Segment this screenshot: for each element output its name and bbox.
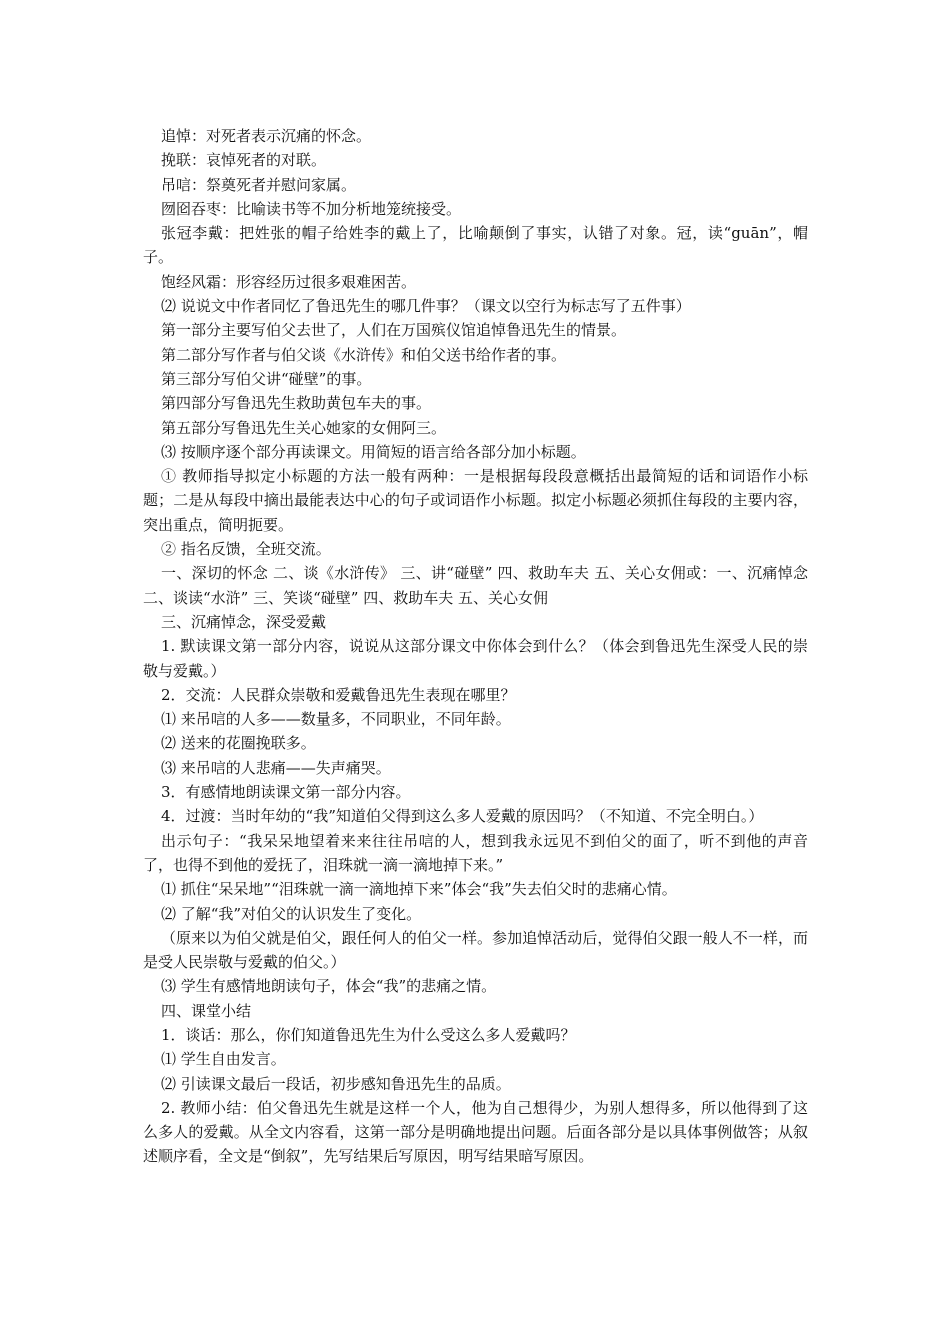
paragraph: 第一部分主要写伯父去世了，人们在万国殡仪馆追悼鲁迅先生的情景。	[161, 321, 627, 340]
paragraph: ② 指名反馈，全班交流。	[161, 540, 331, 559]
paragraph: （原来以为伯父就是伯父，跟任何人的伯父一样。参加追悼活动后，觉得伯父跟一般人不一样，而是受人民崇敬与爱戴的伯父。）	[143, 928, 808, 972]
paragraph: ⑴ 学生自由发言。	[161, 1050, 286, 1069]
paragraph: 第二部分写作者与伯父谈《水浒传》和伯父送书给作者的事。	[161, 345, 567, 364]
document-body	[143, 124, 808, 1169]
section-heading: 四、课堂小结	[161, 1001, 252, 1020]
paragraph: 饱经风霜：形容经历过很多艰难困苦。	[161, 272, 417, 291]
paragraph: ⑵ 送来的花圈挽联多。	[161, 734, 316, 753]
paragraph: ⑴ 来吊唁的人多——数量多，不同职业，不同年龄。	[161, 710, 511, 729]
paragraph: ⑴ 抓住“呆呆地”“泪珠就一滴一滴地掉下来”体会“我”失去伯父时的悲痛心情。	[161, 880, 677, 899]
paragraph: 张冠李戴：把姓张的帽子给姓李的戴上了，比喻颠倒了事实，认错了对象。冠，读“guān”，帽子。	[143, 224, 808, 267]
paragraph: 挽联：哀悼死者的对联。	[161, 151, 327, 170]
paragraph: 第四部分写鲁迅先生救助黄包车夫的事。	[161, 394, 432, 413]
paragraph: ⑶ 来吊唁的人悲痛——失声痛哭。	[161, 758, 391, 777]
paragraph: 3．有感情地朗读课文第一部分内容。	[161, 783, 411, 802]
paragraph: ⑵ 说说文中作者同忆了鲁迅先生的哪几件事？（课文以空行为标志写了五件事）	[161, 297, 691, 316]
paragraph: 第三部分写伯父讲“碰壁”的事。	[161, 369, 372, 388]
paragraph: 吊唁：祭奠死者并慰问家属。	[161, 175, 357, 194]
paragraph: ① 教师指导拟定小标题的方法一般有两种：一是根据每段段意概括出最简短的话和词语作小标题；二是从每段中摘出最能表达中心的句子或词语作小标题。拟定小标题必须抓住每段的主要内容，突出重点，简明扼要。	[143, 467, 808, 534]
paragraph: ⑶ 学生有感情地朗读句子，体会“我”的悲痛之情。	[161, 977, 497, 996]
paragraph: 4．过渡：当时年幼的“我”知道伯父得到这么多人爱戴的原因吗？（不知道、不完全明白。）	[161, 807, 764, 826]
paragraph: ⑶ 按顺序逐个部分再读课文。用简短的语言给各部分加小标题。	[161, 442, 586, 461]
paragraph: 2. 教师小结：伯父鲁迅先生就是这样一个人，他为自己想得少，为别人想得多，所以他得到了这么多人的爱戴。从全文内容看，这第一部分是明确地提出问题。后面各部分是以具体事例做答；从叙述顺序看，全文是“倒叙”，先写结果后写原因，明写结果暗写原因。	[143, 1098, 808, 1166]
paragraph: 第五部分写鲁迅先生关心她家的女佣阿三。	[161, 418, 447, 437]
paragraph: 出示句子：“我呆呆地望着来来往往吊唁的人，想到我永远见不到伯父的面了，听不到他的声音了，也得不到他的爱抚了，泪珠就一滴一滴地掉下来。”	[143, 831, 808, 874]
paragraph: 囫囵吞枣：比喻读书等不加分析地笼统接受。	[161, 199, 462, 218]
paragraph: 1．谈话：那么，你们知道鲁迅先生为什么受这么多人爱戴吗？	[161, 1025, 576, 1044]
section-heading: 三、沉痛悼念，深受爱戴	[161, 612, 327, 631]
paragraph: 1. 默读课文第一部分内容，说说从这部分课文中你体会到什么？（体会到鲁迅先生深受人民的崇敬与爱戴。）	[143, 637, 808, 680]
paragraph: 2．交流：人民群众崇敬和爱戴鲁迅先生表现在哪里？	[161, 685, 516, 704]
paragraph: 追悼：对死者表示沉痛的怀念。	[161, 127, 372, 145]
paragraph: 一、深切的怀念 二、谈《水浒传》 三、讲“碰壁” 四、救助车夫 五、关心女佣或：一、沉痛悼念 二、谈读“水浒” 三、笑谈“碰壁” 四、救助车夫 五、关心女佣	[143, 564, 808, 607]
paragraph: ⑵ 引读课文最后一段话，初步感知鲁迅先生的品质。	[161, 1074, 511, 1093]
paragraph: ⑵ 了解“我”对伯父的认识发生了变化。	[161, 904, 422, 923]
